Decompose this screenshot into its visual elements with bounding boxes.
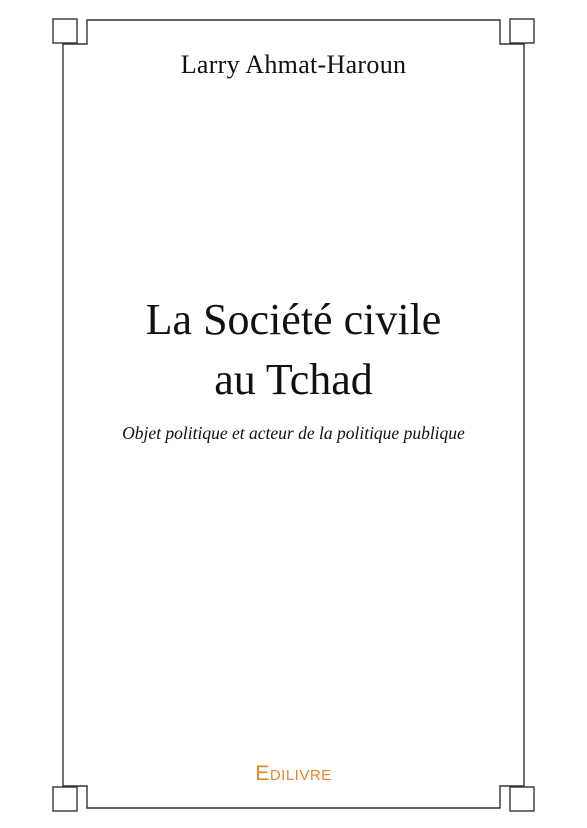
frame-border (63, 20, 524, 808)
publisher-logo-rest: DILIVRE (269, 767, 332, 784)
corner-square-bottom-right (510, 787, 534, 811)
publisher-logo-text (255, 760, 331, 790)
publisher-logo-initial: E (255, 762, 270, 785)
corner-square-bottom-left (53, 787, 77, 811)
corner-square-top-right (510, 19, 534, 43)
book-subtitle: Objet politique et acteur de la politique publique (122, 423, 465, 443)
title-line-1: La Société civile (145, 295, 442, 344)
publisher-logo (0, 760, 587, 790)
book-title (0, 290, 587, 410)
title-line-2: au Tchad (214, 355, 373, 404)
author-name: Larry Ahmat-Haroun (180, 50, 407, 79)
corner-square-top-left (53, 19, 77, 43)
